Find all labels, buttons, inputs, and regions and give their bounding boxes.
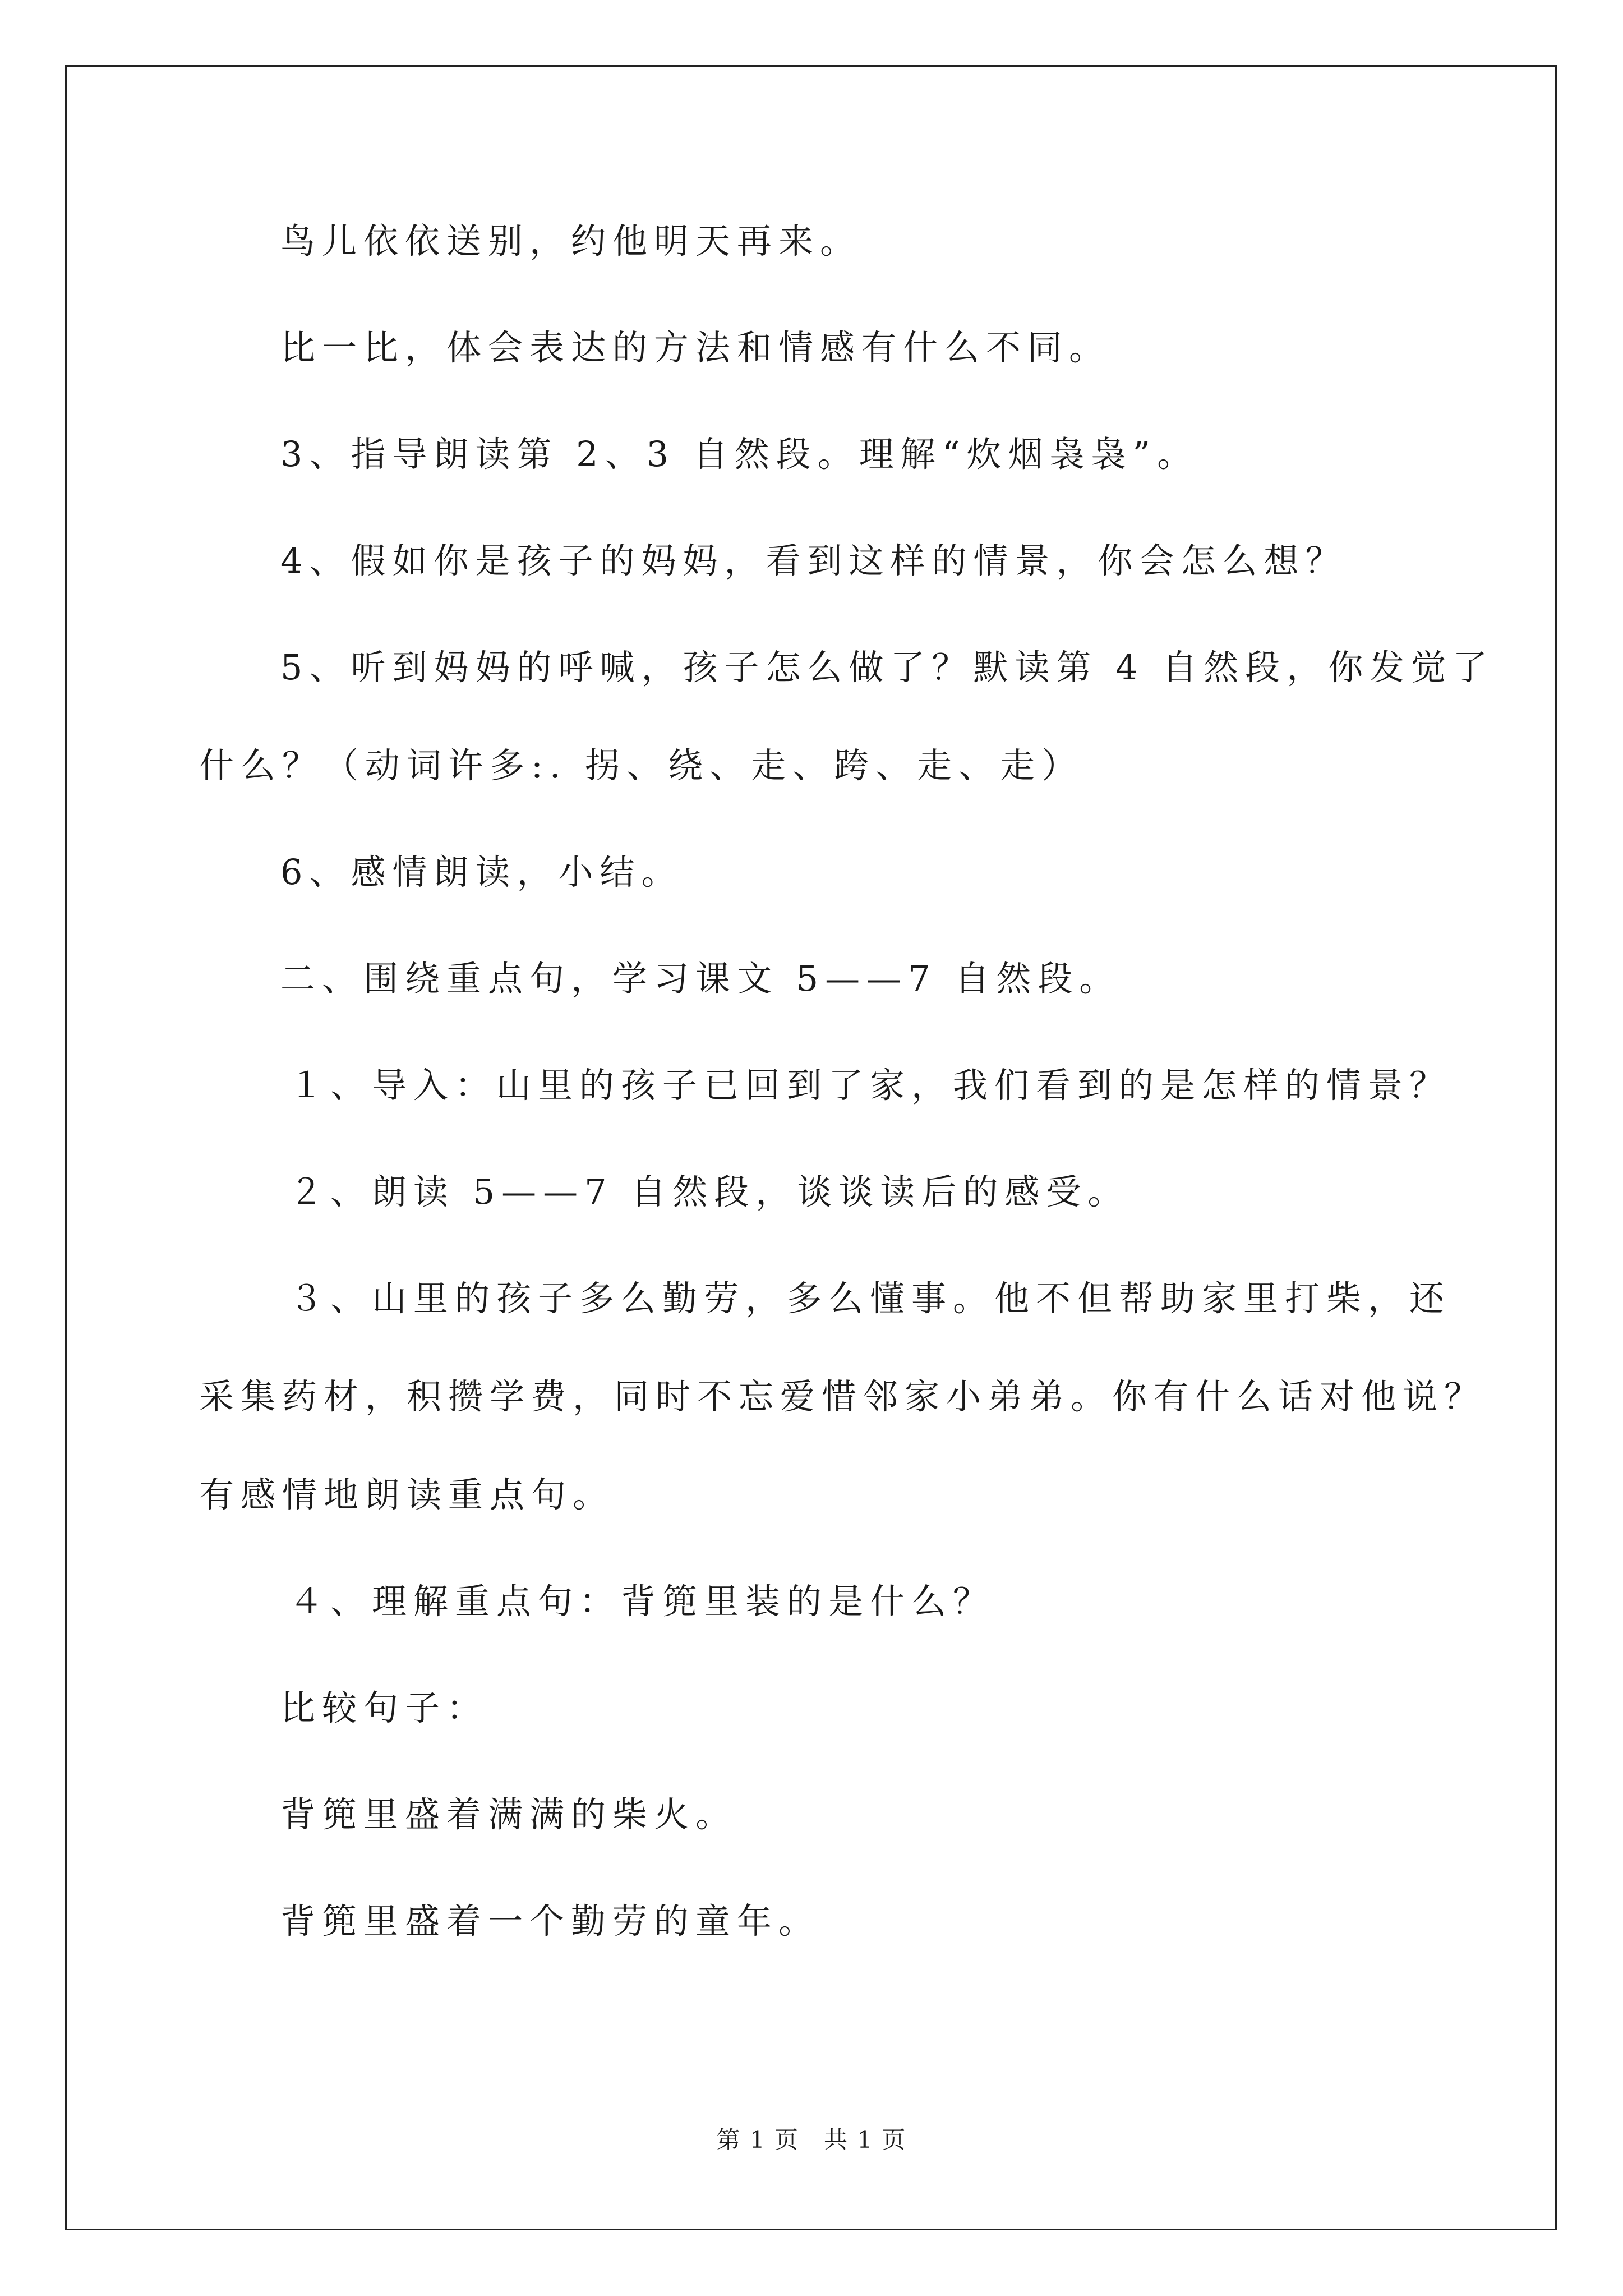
paragraph-line: 鸟儿依依送别，约他明天再来。 (280, 220, 862, 261)
paragraph-line: ２、朗读 5——7 自然段，谈谈读后的感受。 (289, 1171, 1129, 1212)
paragraph-line: ４、理解重点句：背篼里装的是什么？ (289, 1581, 995, 1622)
paragraph-line: 背篼里盛着满满的柴火。 (280, 1794, 737, 1835)
paragraph-line: 背篼里盛着一个勤劳的童年。 (280, 1901, 820, 1941)
page-number-footer: 第 1 页 共 1 页 (716, 2126, 907, 2154)
paragraph-line: 采集药材，积攒学费，同时不忘爱惜邻家小弟弟。你有什么话对他说？ (199, 1376, 1486, 1417)
paragraph-line: 比一比，体会表达的方法和情感有什么不同。 (280, 327, 1111, 368)
paragraph-line: 二、围绕重点句，学习课文 5——7 自然段。 (280, 958, 1121, 999)
paragraph-line: 什么？（动词许多:. 拐、绕、走、跨、走、走） (199, 745, 1083, 786)
paragraph-line: ３、山里的孩子多么勤劳，多么懂事。他不但帮助家里打柴，还 (289, 1278, 1451, 1319)
paragraph-line: 有感情地朗读重点句。 (199, 1474, 615, 1515)
paragraph-line: １、导入：山里的孩子已回到了家，我们看到的是怎样的情景？ (289, 1065, 1451, 1106)
paragraph-line: 6、感情朗读，小结。 (280, 852, 683, 892)
paragraph-line: 比较句子： (280, 1687, 488, 1728)
paragraph-line: 3、指导朗读第 2、3 自然段。理解“炊烟袅袅”。 (280, 434, 1199, 475)
paragraph-line: 4、假如你是孩子的妈妈，看到这样的情景，你会怎么想？ (280, 540, 1347, 581)
paragraph-line: 5、听到妈妈的呼喊，孩子怎么做了？默读第 4 自然段，你发觉了 (280, 647, 1495, 688)
document-body (199, 219, 1495, 1944)
